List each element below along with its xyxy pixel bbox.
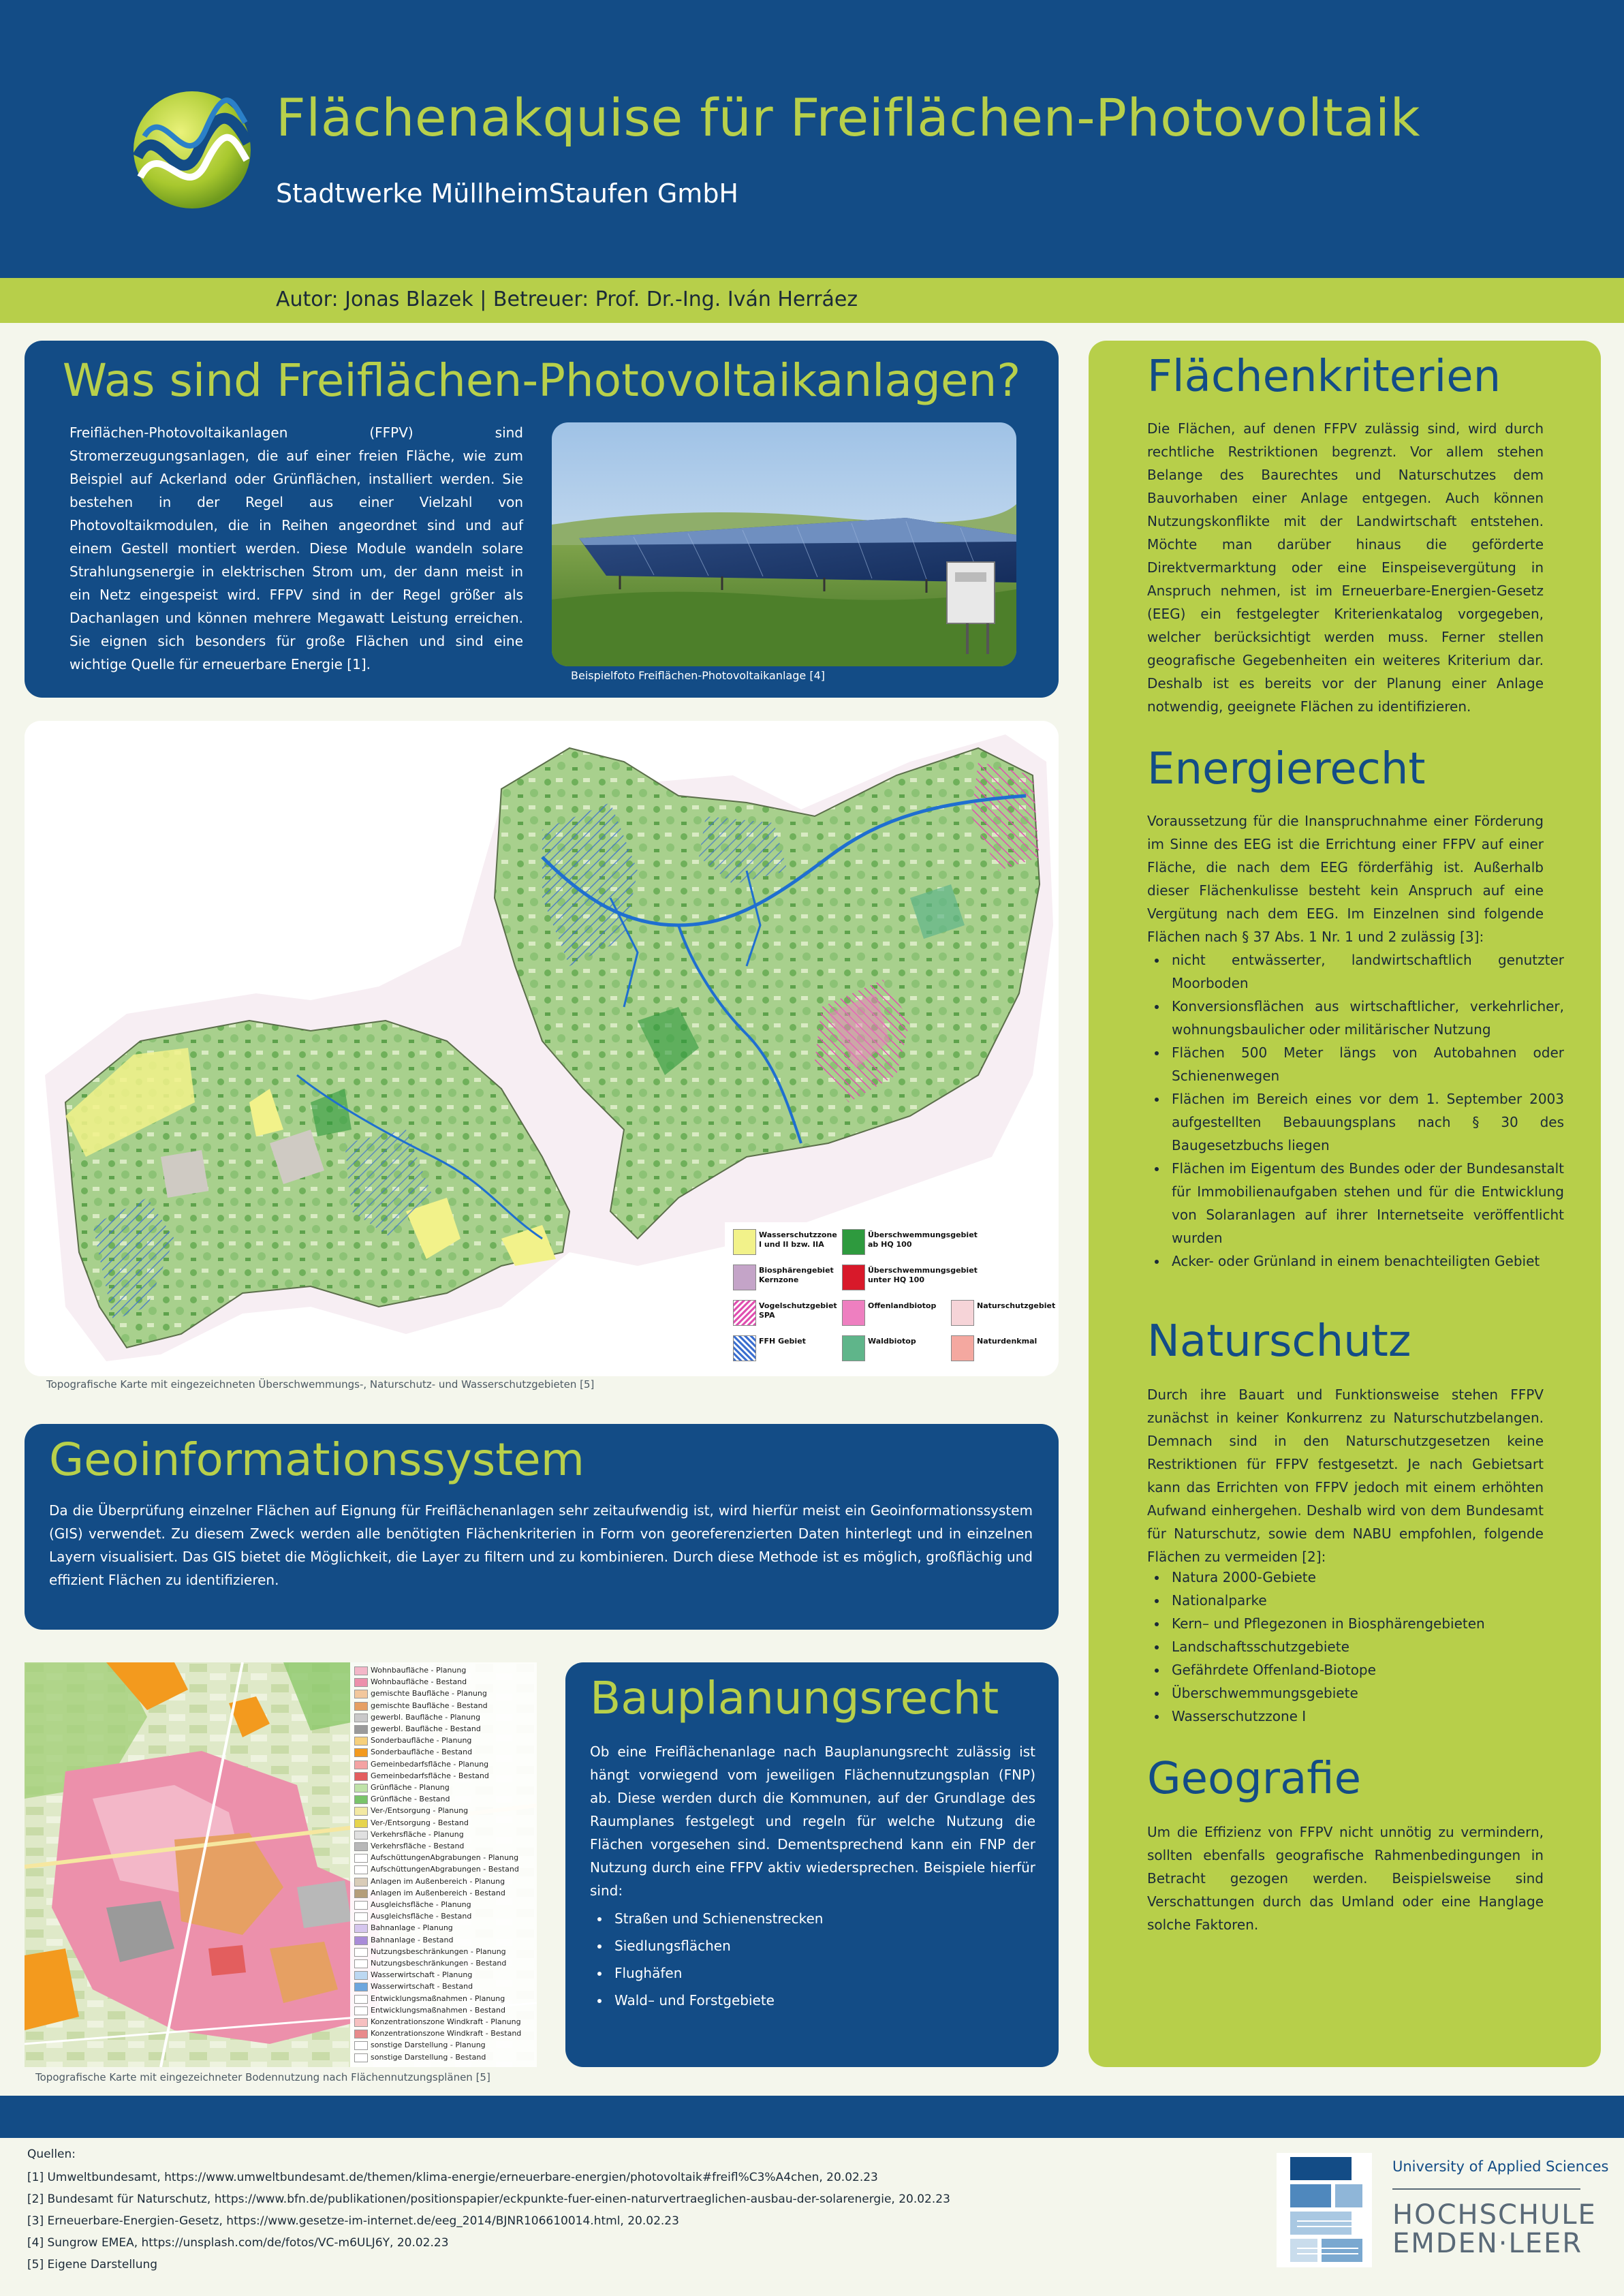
legend-swatch [842,1229,865,1255]
naturschutz-list [1147,1566,1564,1728]
legend-label: Ausgleichsfläche - Bestand [371,1912,472,1921]
legend-swatch [354,1807,368,1816]
photo-caption: Beispielfoto Freiflächen-Photovoltaikanlage [4] [571,669,825,682]
legend-swatch [951,1300,974,1326]
legend-label: Bahnanlage - Bestand [371,1935,454,1944]
legend-swatch [354,1983,368,1991]
list-item: • Nationalparke [1168,1589,1564,1612]
legend-swatch [354,1690,368,1698]
legend-swatch [354,2006,368,2015]
legend-label: Verkehrsfläche - Bestand [371,1842,465,1850]
map2-caption: Topografische Karte mit eingezeichneter Bodennutzung nach Flächennutzungsplänen [5] [35,2071,490,2083]
list-item: • nicht entwässerter, landwirtschaftlich genutzter Moorboden [1168,948,1564,995]
legend-swatch [354,1889,368,1898]
legend-swatch [354,1819,368,1828]
legend-label: Vogelschutzgebiet [759,1301,837,1310]
legend-swatch [354,1784,368,1793]
legend-item [354,1735,533,1746]
legend-label: AufschüttungenAbgrabungen - Bestand [371,1865,519,1874]
legend-swatch [354,1831,368,1840]
legend-label: gewerbl. Baufläche - Bestand [371,1724,481,1733]
legend-label: Verkehrsfläche - Planung [371,1829,464,1839]
legend-label: sonstige Darstellung - Planung [371,2041,486,2050]
legend-swatch [354,2018,368,2027]
legend-item [354,1888,533,1899]
legend-label: gemischte Baufläche - Planung [371,1689,487,1698]
legend-swatch [354,1748,368,1757]
legend-swatch [354,1878,368,1887]
legend-label: Nutzungsbeschränkungen - Bestand [371,1959,507,1968]
land-use-map [25,1662,537,2067]
legend-item [354,1782,533,1793]
legend-label: Biosphärengebiet [759,1266,834,1275]
legend-item [951,1334,1057,1364]
legend-label: Gemeinbedarfsfläche - Planung [371,1759,489,1769]
legend-swatch [354,1842,368,1851]
legend-item [354,1794,533,1805]
reference-item: [3] Erneuerbare-Energien-Gesetz, https://www.gesetze-im-internet.de/eeg_2014/BJNR106610014.html, 20.02.23 [27,2214,679,2228]
legend-label: Bahnanlage - Planung [371,1923,453,1933]
legend-swatch [354,2030,368,2038]
university-logo-mark [1277,2153,1372,2267]
legend-item [354,1665,533,1676]
author-line: Autor: Jonas Blazek | Betreuer: Prof. Dr.-Ing. Iván Herráez [276,288,858,311]
list-item: • Flughäfen [610,1959,1056,1987]
legend-label: Überschwemmungsgebiet [868,1266,978,1275]
legend-label: gewerbl. Baufläche - Planung [371,1712,481,1722]
list-item: • Wasserschutzzone I [1168,1705,1564,1728]
legend-item [354,1958,533,1969]
list-item: • Landschaftsschutzgebiete [1168,1635,1564,1658]
list-item: • Straßen und Schienenstrecken [610,1905,1056,1932]
legend-label: AufschüttungenAbgrabungen - Planung [371,1853,519,1863]
list-item: • Siedlungsflächen [610,1932,1056,1959]
legend-label: Entwicklungsmaßnahmen - Bestand [371,2005,505,2015]
legend-label: Sonderbaufläche - Bestand [371,1748,473,1757]
legend-swatch [354,1959,368,1968]
reference-item: [1] Umweltbundesamt, https://www.umweltbundesamt.de/themen/klima-energie/erneuerbare-energien/photovoltaik#freifl%C3%A4chen, 20.02.23 [27,2171,878,2184]
stadtwerke-logo [131,89,253,211]
legend-label: Grünfläche - Planung [371,1783,450,1792]
legend-swatch [354,1865,368,1874]
legend-swatch [733,1229,756,1255]
list-item: • Überschwemmungsgebiete [1168,1681,1564,1705]
map1-legend [733,1228,1056,1371]
legend-label: Naturdenkmal [977,1337,1037,1346]
legend-swatch [354,1936,368,1945]
reference-item: [2] Bundesamt für Naturschutz, https://www.bfn.de/publikationen/positionspapier/eckpunkte-fuer-einen-naturvertraeglichen-ausbau-der-solarenergie, 20.02.23 [27,2192,950,2206]
geografie-text: Um die Effizienz von FFPV nicht unnötig zu vermindern, sollten ebenfalls geografische Rahmenbedingungen in Betracht gezogen werden. Beispielsweise sind Verschattungen durch das Umland oder eine Hanglage solche Faktoren. [1147,1824,1544,1933]
protected-areas-map [25,721,1059,1376]
legend-label: Anlagen im Außenbereich - Bestand [371,1888,505,1897]
geografie-heading: Geografie [1147,1754,1361,1804]
legend-item [354,2028,533,2039]
legend-item [354,1771,533,1782]
legend-item [354,1677,533,1688]
legend-swatch [354,1772,368,1781]
footer-bar [0,2096,1624,2138]
legend-item [733,1228,839,1258]
legend-label: Gemeinbedarfsfläche - Bestand [371,1771,489,1780]
legend-swatch [354,1924,368,1933]
legend-item [951,1299,1057,1329]
solar-park-photo [552,422,1016,666]
legend-sublabel: SPA [759,1311,775,1320]
legend-swatch [354,1725,368,1734]
legend-sublabel: I und II bzw. IIA [759,1240,824,1249]
legend-label: Nutzungsbeschränkungen - Planung [371,1946,506,1956]
legend-item [733,1263,839,1293]
legend-label: Naturschutzgebiet [977,1301,1056,1310]
university-tagline: University of Applied Sciences [1392,2158,1609,2175]
legend-swatch [354,1760,368,1769]
legend-swatch [354,1901,368,1910]
legend-label: Sonderbaufläche - Planung [371,1736,472,1746]
legend-label: Ver-/Entsorgung - Planung [371,1806,469,1816]
legend-label: Entwicklungsmaßnahmen - Planung [371,1994,505,2003]
list-item: • Wald– und Forstgebiete [610,1987,1056,2014]
legend-label: Wohnbaufläche - Bestand [371,1677,467,1687]
legend-swatch [354,1854,368,1863]
legend-item [354,1852,533,1863]
legend-label: Ver-/Entsorgung - Bestand [371,1818,469,1827]
legend-label: Ausgleichsfläche - Planung [371,1900,471,1909]
legend-label: Wasserwirtschaft - Bestand [371,1982,473,1991]
legend-item [354,1923,533,1934]
bauplanung-list [590,1905,1056,2014]
legend-item [354,1994,533,2004]
legend-swatch [354,1666,368,1675]
legend-label: Wasserwirtschaft - Planung [371,1970,473,1980]
ffpv-text: Freiflächen-Photovoltaikanlagen (FFPV) sind Stromerzeugungsanlagen, die auf einer freien Fläche, wie zum Beispiel auf Ackerland oder Grünflächen, installiert werden. Sie bestehen in der Regel aus einer Vielzahl von Photovoltaikmodulen, die in Reihen angeordnet sind und auf einem Gestell montiert werden. Diese Module wandeln solare Strahlungsenergie in elektrischen Strom um, der dann meist in ein Netz eingespeist wird. FFPV sind in der Regel größer als Dachanlagen und können mehrere Megawatt Leistung erreichen. Sie eignen sich besonders für große Flächen und sind eine wichtige Quelle für erneuerbare Energie [1]. [69,424,523,672]
list-item: • Konversionsflächen aus wirtschaftlicher, verkehrlicher, wohnungsbaulicher oder militärischer Nutzung [1168,995,1564,1041]
legend-item [354,1805,533,1816]
gis-text: Da die Überprüfung einzelner Flächen auf Eignung für Freiflächenanlagen sehr zeitaufwendig ist, wird hierfür meist ein Geoinformationssystem (GIS) verwendet. Zu diesem Zweck werden alle benötigten Flächenkriterien in Form von georeferenzierten Daten hinterlegt und in einzelnen Layern visualisiert. Das GIS bietet die Möglichkeit, die Layer zu filtern und zu kombinieren. Durch diese Methode ist es möglich, großflächig und effizient Flächen zu identifizieren. [49,1502,1033,1588]
ffpv-heading: Was sind Freiflächen-Photovoltaikanlagen? [62,354,1021,407]
energierecht-text: Voraussetzung für die Inanspruchnahme einer Förderung im Sinne des EEG ist die Errichtung einer FFPV auf einer Fläche, die nach dem EEG förderfähig ist. Außerhalb dieser Flächenkulisse besteht kein Anspruch auf eine Vergütung nach dem EEG. Im Einzelnen sind folgende Flächen nach § 37 Abs. 1 Nr. 1 und 2 zulässig [3]: [1147,813,1544,945]
legend-label: Waldbiotop [868,1337,916,1346]
legend-swatch [733,1335,756,1361]
legend-item [354,1829,533,1840]
legend-item [354,2005,533,2016]
legend-item [842,1228,978,1258]
list-item: • Flächen im Bereich eines vor dem 1. September 2003 aufgestellten Bebauungsplans nach § 30 des Baugesetzbuchs liegen [1168,1087,1564,1157]
references-heading: Quellen: [27,2147,76,2161]
legend-swatch [354,1702,368,1711]
naturschutz-text: Durch ihre Bauart und Funktionsweise stehen FFPV zunächst in keiner Konkurrenz zu Naturschutzbelangen. Demnach sind in den Naturschutzgesetzen keine Restriktionen für FFPV festgesetzt. Je nach Gebietsart kann das Errichten von FFPV jedoch mit einem erhöhten Aufwand einhergehen. Deshalb wird von dem Bundesamt für Naturschutz, sowie dem NABU empfohlen, folgende Flächen zu vermeiden [2]: [1147,1386,1544,1565]
legend-item [354,1935,533,1946]
legend-swatch [354,1995,368,2004]
university-name-line1: HOCHSCHULE [1392,2199,1597,2231]
legend-item [354,1724,533,1735]
legend-label: Anlagen im Außenbereich - Planung [371,1876,505,1886]
legend-label: FFH Gebiet [759,1337,806,1346]
legend-item [354,1864,533,1875]
legend-item [354,1981,533,1992]
legend-item [354,1876,533,1887]
legend-item [842,1299,948,1329]
energierecht-heading: Energierecht [1147,744,1426,794]
legend-item [354,1759,533,1770]
university-divider [1392,2188,1580,2190]
legend-swatch [354,1678,368,1687]
legend-swatch [354,1737,368,1746]
legend-swatch [733,1300,756,1326]
legend-label: Wohnbaufläche - Planung [371,1666,467,1675]
list-item: • Flächen 500 Meter längs von Autobahnen oder Schienenwegen [1168,1041,1564,1087]
list-item: • Flächen im Eigentum des Bundes oder der Bundesanstalt für Immobilienaufgaben stehen und für die Entwicklung von Solaranlagen auf ihrer Internetseite veröffentlicht wurden [1168,1157,1564,1250]
map1-caption: Topografische Karte mit eingezeichneten Überschwemmungs-, Naturschutz- und Wasserschutzgebieten [5] [46,1378,595,1391]
legend-swatch [354,1713,368,1722]
legend-item [842,1334,948,1364]
legend-swatch [842,1300,865,1326]
list-item: • Gefährdete Offenland-Biotope [1168,1658,1564,1681]
legend-item [354,1899,533,1910]
legend-swatch [842,1335,865,1361]
legend-swatch [354,1912,368,1921]
legend-item [354,1688,533,1699]
poster-title: Flächenakquise für Freiflächen-Photovoltaik [276,87,1420,148]
legend-item [842,1263,978,1293]
legend-item [733,1334,839,1364]
legend-swatch [842,1265,865,1290]
legend-sublabel: unter HQ 100 [868,1275,924,1284]
legend-swatch [733,1265,756,1290]
naturschutz-heading: Naturschutz [1147,1316,1411,1367]
gis-heading: Geoinformationssystem [49,1433,585,1486]
legend-swatch [354,1795,368,1804]
energierecht-list [1147,948,1564,1273]
legend-label: Überschwemmungsgebiet [868,1230,978,1239]
legend-swatch [354,1948,368,1957]
legend-item [354,1841,533,1852]
legend-item [354,1747,533,1758]
bauplanung-heading: Bauplanungsrecht [590,1672,999,1724]
legend-label: gemischte Baufläche - Bestand [371,1701,488,1710]
reference-item: [5] Eigene Darstellung [27,2258,158,2271]
legend-label: sonstige Darstellung - Bestand [371,2052,486,2062]
flaechenkriterien-text: Die Flächen, auf denen FFPV zulässig sind, wird durch rechtliche Restriktionen begrenzt. Vor allem stehen Belange des Baurechtes und Naturschutzes dem Bauvorhaben einer Anlage entgegen. Auch können Nutzungskonflikte mit der Landwirtschaft entstehen. Möchte man darüber hinaus die geförderte Direktvermarktung oder eine Einspeisevergütung in Anspruch nehmen, ist im Erneuerbare-Energien-Gesetz (EEG) ein festgelegter Kriterienkatalog vorgegeben, welcher berücksichtigt werden muss. Ferner stellen geografische Gegebenheiten ein weiteres Kriterium dar. Deshalb ist es bereits vor der Planung einer Anlage notwendig, geeignete Flächen zu identifizieren. [1147,420,1544,715]
legend-swatch [354,2041,368,2050]
legend-sublabel: Kernzone [759,1275,799,1284]
legend-item [354,1818,533,1829]
list-item: • Kern– und Pflegezonen in Biosphärengebieten [1168,1612,1564,1635]
legend-sublabel: ab HQ 100 [868,1240,912,1249]
university-name-line2: EMDEN·LEER [1392,2228,1583,2259]
legend-item [354,1946,533,1957]
legend-item [354,1701,533,1711]
legend-label: Offenlandbiotop [868,1301,937,1310]
list-item: • Acker- oder Grünland in einem benachteiligten Gebiet [1168,1250,1564,1273]
list-item: • Natura 2000-Gebiete [1168,1566,1564,1589]
legend-item [354,1970,533,1981]
legend-item [733,1299,839,1329]
legend-item [354,1911,533,1922]
flaechenkriterien-heading: Flächenkriterien [1147,352,1501,402]
poster-subtitle: Stadtwerke MüllheimStaufen GmbH [276,179,739,208]
legend-swatch [354,1971,368,1980]
legend-item [354,1712,533,1723]
legend-label: Grünfläche - Bestand [371,1795,450,1804]
legend-item [354,2040,533,2051]
legend-label: Konzentrationszone Windkraft - Planung [371,2017,521,2026]
legend-item [354,2017,533,2028]
bauplanung-text: Ob eine Freiflächenanlage nach Bauplanungsrecht zulässig ist hängt vorwiegend vom jeweiligen Flächennutzungsplan (FNP) ab. Diese werden durch die Kommunen, auf der Grundlage des Raumplanes festgelegt und regeln für welche Nutzung die Flächen vorgesehen sind. Dementsprechend kann ein FNP der Nutzung durch eine FFPV aktiv wiedersprechen. Beispiele hierfür sind: [590,1743,1035,1899]
legend-swatch [951,1335,974,1361]
legend-item [354,2052,533,2063]
legend-swatch [354,2053,368,2062]
reference-item: [4] Sungrow EMEA, https://unsplash.com/de/fotos/VC-m6ULJ6Y, 20.02.23 [27,2236,449,2250]
legend-label: Konzentrationszone Windkraft - Bestand [371,2029,522,2038]
legend-label: Wasserschutzzone [759,1230,837,1239]
